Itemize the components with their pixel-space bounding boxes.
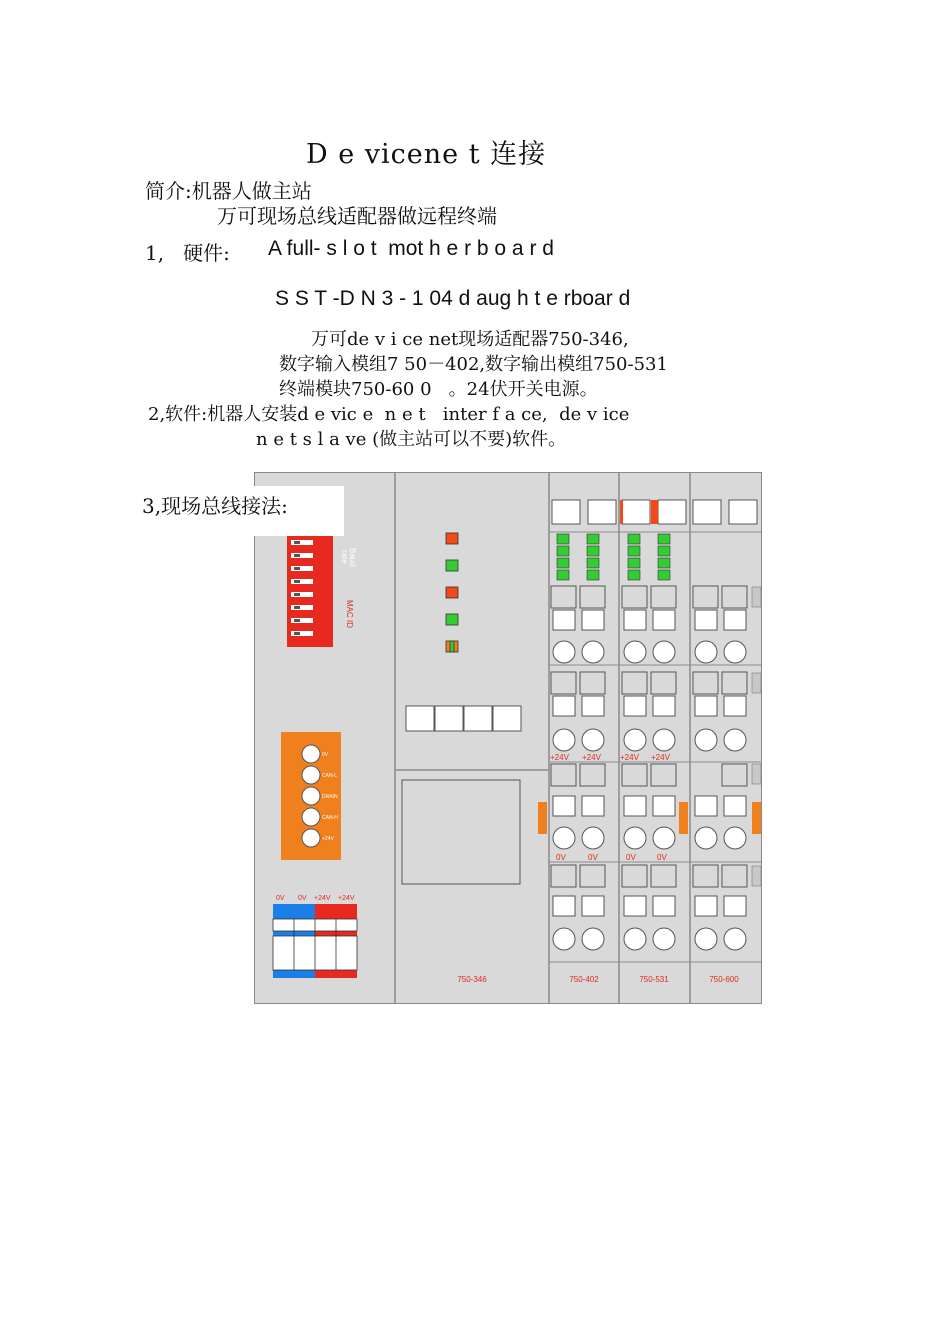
led-green (446, 560, 458, 571)
power-label: +24V (338, 895, 355, 902)
power-terminal (273, 895, 357, 978)
dip-label-mac-id: MAC ID (345, 600, 354, 628)
connector-label-24v: +24V (322, 836, 334, 842)
connector-label-0v: 0V (322, 752, 329, 758)
intro-line-1: 简介:机器人做主站 (145, 179, 312, 203)
hardware-item-1: A full- s l o t mot h e r b o a r d (268, 237, 554, 260)
software-line-1: 2,软件:机器人安装d e vic e n e t inter f a ce, de v ice (148, 404, 630, 425)
power-label: +24V (314, 895, 331, 902)
coupler-config-ports (406, 706, 521, 731)
led-red (446, 587, 458, 598)
hardware-detail-1: 万可de v i ce net现场适配器750-346, (311, 329, 629, 350)
software-line-2: n e t s l a ve (做主站可以不要)软件。 (256, 429, 567, 450)
coupler-lower-panel (402, 780, 520, 884)
devicenet-connector (281, 732, 341, 860)
power-label: 0V (276, 895, 285, 902)
led-green (446, 614, 458, 625)
intro-line-2: 万可现场总线适配器做远程终端 (217, 204, 497, 228)
io-label-0v: 0V (626, 853, 636, 862)
dip-label-rate: rate (340, 550, 349, 564)
connector-label-can-l: CAN-L (322, 773, 338, 779)
hardware-label: 1, 硬件: (145, 241, 230, 265)
io-label-0v: 0V (556, 853, 566, 862)
io-label-0v: 0V (657, 853, 667, 862)
dip-label-baud: Baud (348, 548, 357, 567)
power-label: 0V (298, 895, 307, 902)
section-3-label: 3,现场总线接法: (136, 486, 344, 536)
led-red (446, 533, 458, 544)
io-label-24v: +24V (651, 753, 670, 762)
hardware-item-2: S S T -D N 3 - 1 04 d aug h t e rboar d (275, 287, 631, 310)
io-label-0v: 0V (588, 853, 598, 862)
connector-label-can-h: CAN-H (322, 815, 338, 821)
io-label-24v: +24V (582, 753, 601, 762)
module-name-750-346: 750-346 (457, 975, 487, 984)
document-title: D e vicene t 连接 (306, 139, 547, 170)
fieldbus-wiring-diagram (254, 472, 763, 1005)
module-name-750-600: 750-600 (709, 975, 739, 984)
hardware-detail-3: 终端模块750-60 0 。24伏开关电源。 (279, 379, 598, 400)
module-name-750-402: 750-402 (569, 975, 599, 984)
connector-label-drain: DRAIN (322, 794, 338, 800)
io-label-24v: +24V (550, 753, 569, 762)
module-name-750-531: 750-531 (639, 975, 669, 984)
io-label-24v: +24V (620, 753, 639, 762)
hardware-detail-2: 数字输入模组7 50－402,数字输出模组750-531 (279, 354, 668, 375)
